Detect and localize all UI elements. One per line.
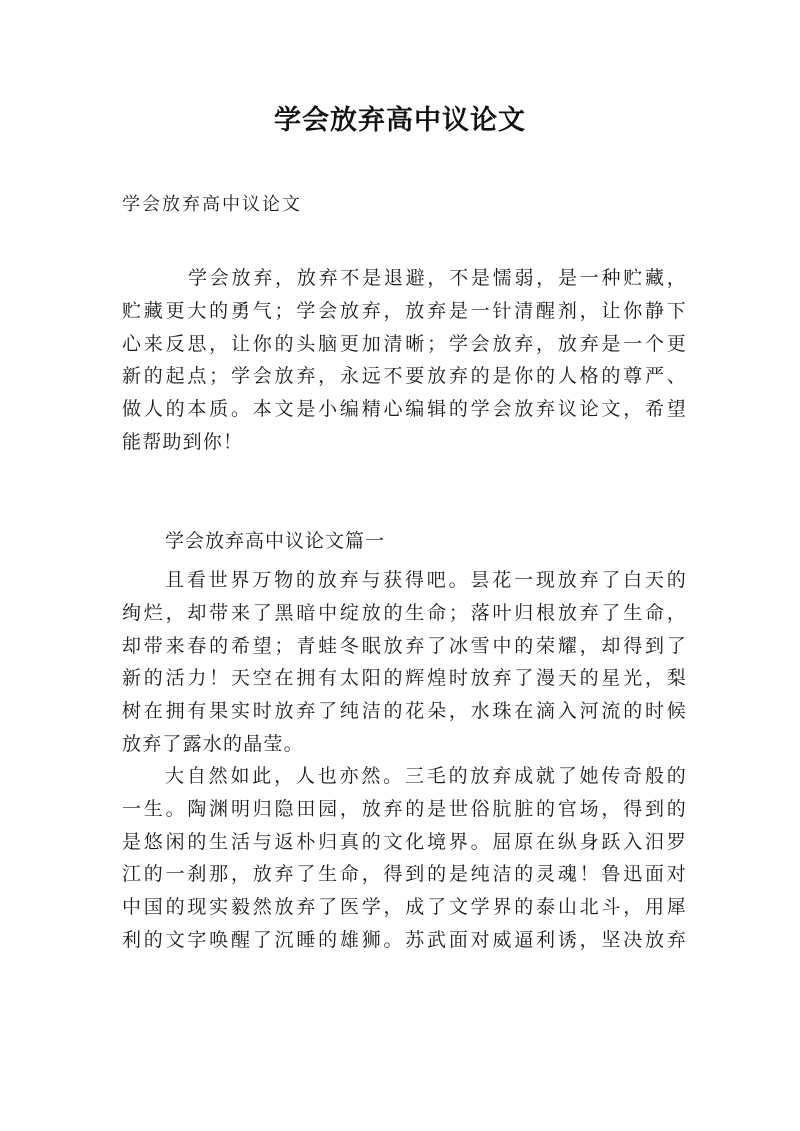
- section-heading: 学会放弃高中议论文篇一: [165, 530, 386, 552]
- para-line: 且看世界万物的放弃与获得吧。昙花一现放弃了白天的: [165, 569, 687, 591]
- para-line: 是悠闲的生活与返朴归真的文化境界。屈原在纵身跃入汨罗: [122, 830, 687, 853]
- intro-paragraph: [122, 262, 687, 459]
- para-line: 绚烂，却带来了黑暗中绽放的生命；落叶归根放弃了生命，: [122, 601, 687, 624]
- document-subtitle: 学会放弃高中议论文: [122, 194, 302, 215]
- body-paragraph-1: [122, 564, 687, 761]
- intro-line: 新的起点；学会放弃，永远不要放弃的是你的人格的尊严、: [122, 365, 687, 388]
- para-line: 新的活力！天空在拥有太阳的辉煌时放弃了漫天的星光，梨: [122, 667, 687, 690]
- document-title: 学会放弃高中议论文: [274, 105, 526, 136]
- intro-line: 做人的本质。本文是小编精心编辑的学会放弃议论文，希望: [122, 398, 687, 421]
- para-line: 一生。陶渊明归隐田园，放弃的是世俗肮脏的官场，得到的: [122, 797, 687, 820]
- intro-line: 贮藏更大的勇气；学会放弃，放弃是一针清醒剂，让你静下: [122, 299, 687, 322]
- section-heading-block: [122, 525, 687, 558]
- body-paragraph-2: [122, 760, 687, 957]
- intro-line: 能帮助到你！: [122, 430, 244, 453]
- para-line: 却带来春的希望；青蛙冬眠放弃了冰雪中的荣耀，却得到了: [122, 634, 687, 657]
- para-line: 树在拥有果实时放弃了纯洁的花朵，水珠在滴入河流的时候: [122, 700, 687, 723]
- intro-line: 学会放弃，放弃不是退避，不是懦弱，是一种贮藏，: [188, 267, 687, 289]
- para-line: 利的文字唤醒了沉睡的雄狮。苏武面对威逼利诱，坚决放弃: [122, 928, 687, 951]
- para-line: 江的一刹那，放弃了生命，得到的是纯洁的灵魂！鲁迅面对: [122, 863, 687, 886]
- para-line: 放弃了露水的晶莹。: [122, 732, 304, 755]
- para-line: 大自然如此，人也亦然。三毛的放弃成就了她传奇般的: [165, 765, 687, 787]
- para-line: 中国的现实毅然放弃了医学，成了文学界的泰山北斗，用犀: [122, 896, 687, 919]
- intro-line: 心来反思，让你的头脑更加清晰；学会放弃，放弃是一个更: [122, 332, 687, 355]
